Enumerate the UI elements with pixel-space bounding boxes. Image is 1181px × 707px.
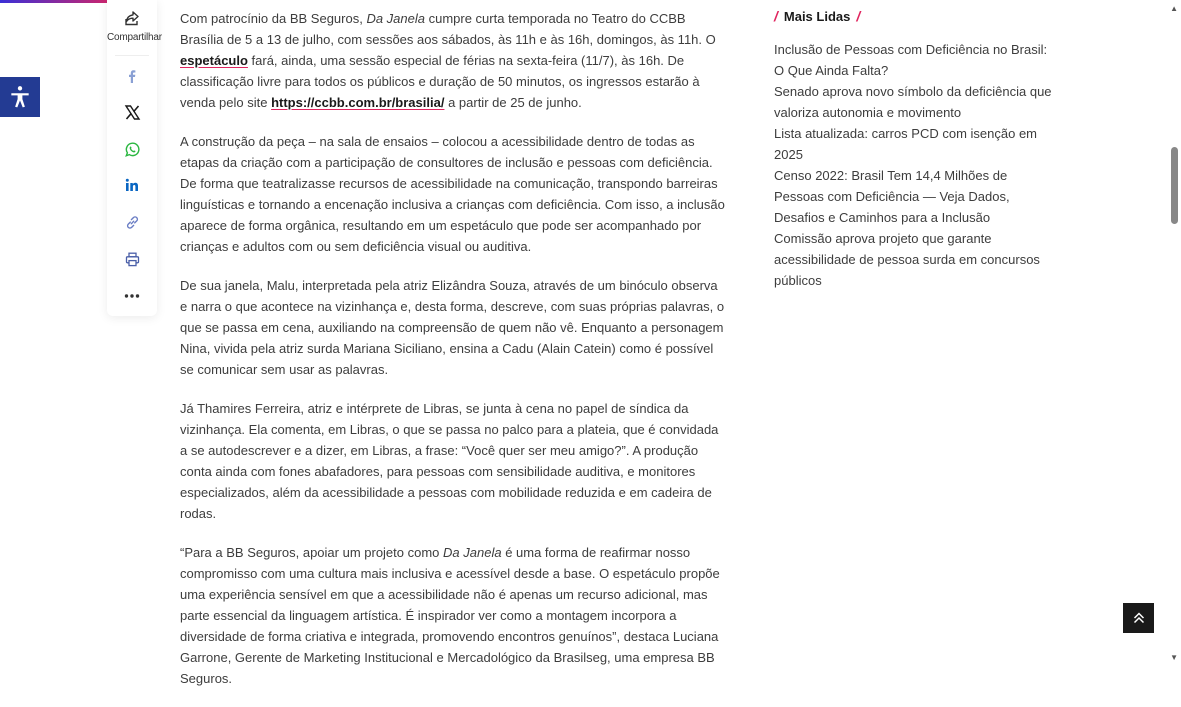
reading-progress-bar (0, 0, 124, 3)
share-header (107, 10, 162, 43)
scroll-up-arrow-icon[interactable]: ▲ (1170, 4, 1178, 13)
article-paragraph: Com patrocínio da BB Seguros, Da Janela cumpre curta temporada no Teatro do CCBB Brasília de 5 a 13 de julho, com sessões aos sábados, às 11h e às 16h, domingos, às 11h. O espetáculo fará, ainda, uma sessão especial de férias na sexta-feira (11/7), às 16h. De classificação livre para todos os públicos e duração de 50 minutos, os ingressos estarão à venda pelo site https://ccbb.com.br/brasilia/ a partir de 25 de junho. (180, 11, 716, 110)
article-paragraph: “Para a BB Seguros, apoiar um projeto como Da Janela é uma forma de reafirmar nosso compromisso com uma cultura mais inclusiva e acessível desde a base. O espetáculo propõe uma experiência sensível em que a acessibilidade não é apenas um recurso adicional, mas parte essencial da linguagem artística. É inspirador ver como a montagem incorpora a diversidade de forma criativa e integrada, promovendo encontros genuínos”, destaca Luciana Garrone, Gerente de Marketing Institucional e Mercadológico da Brasilseg, uma empresa BB Seguros. (180, 545, 720, 686)
ccbb-url-link[interactable]: https://ccbb.com.br/brasilia/ (271, 95, 445, 110)
share-label: Compartilhar (107, 32, 162, 43)
most-read-widget (774, 6, 1054, 291)
print-icon (125, 252, 140, 267)
accessibility-button[interactable] (0, 77, 40, 117)
article-paragraph: De sua janela, Malu, interpretada pela atriz Elizândra Souza, através de um binóculo observa e narra o que acontece na vizinhança e, desta forma, descreve, com suas próprias palavras, o que se passa em cena, auxiliando na compreensão de quem não vê. Enquanto a personagem Nina, vivida pela atriz surda Mariana Siciliano, ensina a Cadu (Alain Catein) como é possível se comunicar sem usar as palavras. (180, 278, 725, 377)
whatsapp-icon (125, 142, 140, 157)
scrollbar-thumb[interactable] (1171, 147, 1178, 224)
print-button[interactable] (107, 246, 157, 272)
share-icon (124, 10, 140, 26)
espetaculo-link[interactable]: espetáculo (180, 53, 248, 68)
linkedin-share-button[interactable] (107, 172, 157, 198)
linkedin-icon (125, 178, 139, 192)
share-sidebar (107, 0, 162, 316)
most-read-item[interactable]: Comissão aprova projeto que garante acessibilidade de pessoa surda em concursos públicos (774, 231, 1040, 288)
more-icon (124, 293, 140, 299)
copy-link-button[interactable] (107, 209, 157, 235)
article-body (180, 8, 728, 707)
most-read-item[interactable]: Lista atualizada: carros PCD com isenção em 2025 (774, 126, 1038, 162)
whatsapp-share-button[interactable] (107, 136, 157, 162)
more-share-button[interactable] (107, 283, 157, 309)
share-divider (115, 55, 149, 56)
most-read-list (774, 39, 1054, 291)
most-read-item[interactable]: Senado aprova novo símbolo da deficiência que valoriza autonomia e movimento (774, 84, 1052, 120)
article-paragraph: A construção da peça – na sala de ensaios – colocou a acessibilidade dentro de todas as etapas da criação com a participação de consultores de inclusão e pessoas com deficiência. De forma que teatralizasse recursos de acessibilidade na comunicação, transpondo barreiras linguísticas e tornando a encenação inclusiva a crianças com deficiência. Com isso, a inclusão aparece de forma orgânica, resultando em um espetáculo que pode ser acompanhado por crianças e adultos com ou sem deficiência visual ou auditiva. (180, 134, 725, 254)
x-share-button[interactable] (107, 99, 157, 125)
facebook-share-button[interactable] (107, 63, 157, 89)
chevrons-up-icon (1133, 611, 1145, 625)
most-read-item[interactable]: Inclusão de Pessoas com Deficiência no Brasil: O Que Ainda Falta? (774, 42, 1048, 78)
page-scrollbar[interactable] (1166, 0, 1181, 664)
facebook-icon (125, 69, 139, 83)
most-read-title: / Mais Lidas / (774, 8, 861, 24)
most-read-item[interactable]: Censo 2022: Brasil Tem 14,4 Milhões de Pessoas com Deficiência — Veja Dados, Desafios e Caminhos para a Inclusão (774, 168, 1010, 225)
x-icon (125, 105, 140, 120)
link-icon (125, 215, 140, 230)
accessibility-icon (7, 84, 33, 110)
article-paragraph: Já Thamires Ferreira, atriz e intérprete de Libras, se junta à cena no papel de síndica da vizinhança. Ela comenta, em Libras, o que se passa no palco para a plateia, que é convidada a se autodescrever e a dizer, em Libras, a frase: “Você quer ser meu amigo?”. A produção conta ainda com fones abafadores, para pessoas com sensibilidade auditiva, e monitores especializados, além da acessibilidade a pessoas com mobilidade reduzida e em cadeira de rodas. (180, 401, 719, 521)
scroll-down-arrow-icon[interactable]: ▼ (1170, 653, 1178, 662)
back-to-top-button[interactable] (1123, 603, 1154, 633)
